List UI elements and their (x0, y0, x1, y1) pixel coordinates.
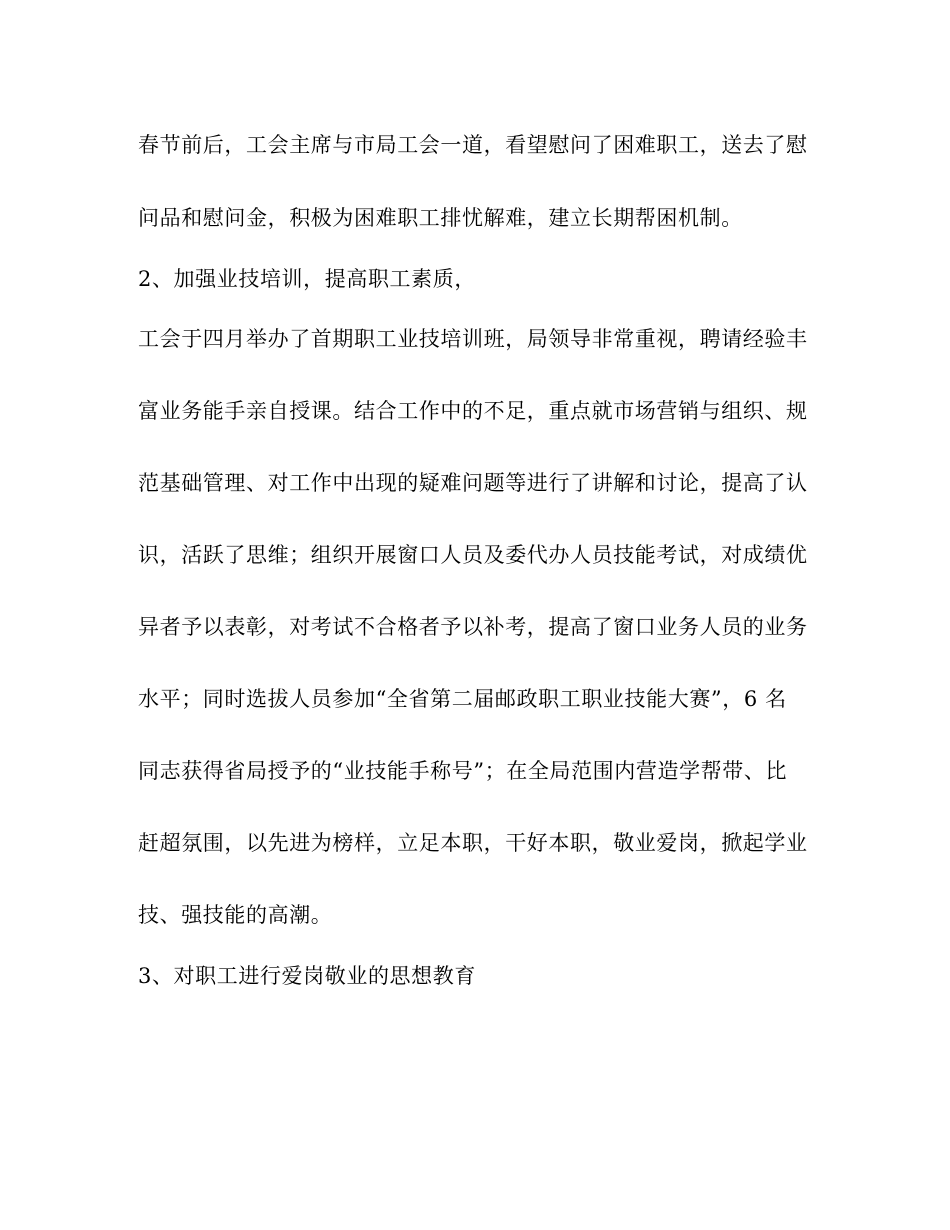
paragraph-line-6: 识，活跃了思维；组织开展窗口人员及委代办人员技能考试，对成绩优 (138, 543, 808, 567)
paragraph-line-9: 同志获得省局授予的“业技能手称号”；在全局范围内营造学帮带、比 (138, 759, 788, 783)
paragraph-line-4: 富业务能手亲自授课。结合工作中的不足，重点就市场营销与组织、规 (138, 399, 808, 423)
paragraph-line-5: 范基础管理、对工作中出现的疑难问题等进行了讲解和讨论，提高了认 (138, 471, 808, 495)
paragraph-line-10: 赶超氛围，以先进为榜样，立足本职，干好本职，敬业爱岗，掀起学业 (138, 831, 808, 855)
paragraph-line-7: 异者予以表彰，对考试不合格者予以补考，提高了窗口业务人员的业务 (138, 615, 808, 639)
paragraph-line-2: 问品和慰问金，积极为困难职工排忧解难，建立长期帮困机制。 (138, 206, 743, 230)
section-heading-2: 2、加强业技培训，提高职工素质， (138, 267, 476, 291)
section-heading-3: 3、对职工进行爱岗敬业的思想教育 (138, 964, 476, 988)
paragraph-line-11: 技、强技能的高潮。 (138, 903, 333, 927)
paragraph-line-8: 水平；同时选拔人员参加“全省第二届邮政职工职业技能大赛”，6 名 (138, 687, 787, 711)
paragraph-line-3: 工会于四月举办了首期职工业技培训班，局领导非常重视，聘请经验丰 (138, 327, 808, 351)
paragraph-line-1: 春节前后，工会主席与市局工会一道，看望慰问了困难职工，送去了慰 (138, 133, 808, 157)
